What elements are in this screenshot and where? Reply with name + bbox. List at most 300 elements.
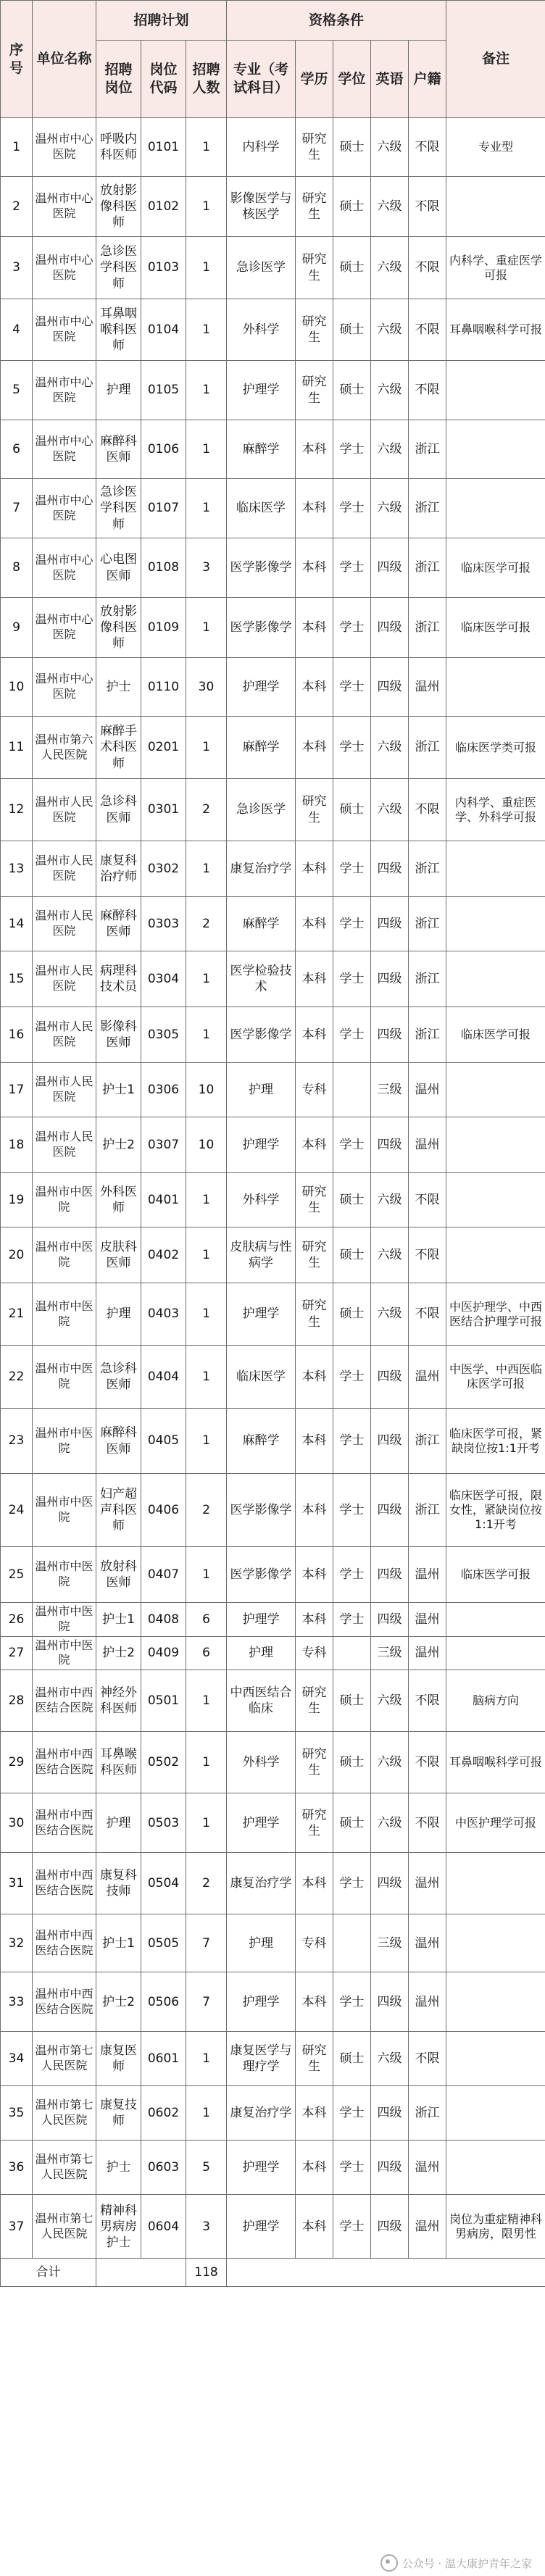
cell-degree: 学士	[333, 2195, 371, 2259]
table-row	[1, 2141, 545, 2195]
cell-hukou: 温州	[409, 1117, 446, 1173]
table-header	[1, 1, 545, 118]
cell-english: 四级	[371, 1603, 409, 1637]
cell-unit: 温州市中心医院	[33, 361, 96, 420]
cell-unit: 温州市中西医结合医院	[33, 1670, 96, 1732]
cell-major: 护理	[227, 1914, 296, 1972]
cell-post: 护士1	[96, 1603, 141, 1637]
cell-major: 医学影像学	[227, 1547, 296, 1603]
cell-degree: 硕士	[333, 1732, 371, 1793]
cell-edu: 本科	[296, 951, 333, 1007]
cell-note	[446, 1972, 545, 2032]
cell-english: 六级	[371, 779, 409, 841]
cell-english: 六级	[371, 1793, 409, 1853]
cell-major: 护理学	[227, 1972, 296, 2032]
cell-hukou: 浙江	[409, 420, 446, 479]
cell-count: 3	[186, 538, 227, 598]
table-row	[1, 1409, 545, 1474]
watermark	[380, 2554, 532, 2572]
cell-unit: 温州市中心医院	[33, 118, 96, 177]
cell-edu: 本科	[296, 1853, 333, 1914]
cell-english: 六级	[371, 361, 409, 420]
table-row	[1, 479, 545, 538]
cell-english: 四级	[371, 841, 409, 897]
cell-hukou: 温州	[409, 658, 446, 717]
cell-count: 1	[186, 1793, 227, 1853]
cell-post: 护士2	[96, 1636, 141, 1670]
cell-code: 0506	[141, 1972, 186, 2032]
cell-english: 四级	[371, 1547, 409, 1603]
cell-code: 0402	[141, 1227, 186, 1283]
table-row	[1, 1007, 545, 1063]
cell-note	[446, 479, 545, 538]
table-row	[1, 1853, 545, 1914]
cell-post: 急诊科医师	[96, 779, 141, 841]
cell-degree: 学士	[333, 1117, 371, 1173]
table-row	[1, 1636, 545, 1670]
cell-major: 护理学	[227, 2195, 296, 2259]
cell-note: 耳鼻咽喉科学可报	[446, 299, 545, 361]
cell-seq: 16	[1, 1007, 33, 1063]
cell-count: 2	[186, 1474, 227, 1547]
cell-seq: 22	[1, 1346, 33, 1409]
cell-seq: 37	[1, 2195, 33, 2259]
cell-post: 精神科男病房护士	[96, 2195, 141, 2259]
cell-note: 临床医学可报	[446, 538, 545, 598]
cell-degree	[333, 1636, 371, 1670]
cell-edu: 专科	[296, 1063, 333, 1117]
cell-unit: 温州市中医院	[33, 1173, 96, 1227]
cell-unit: 温州市第七人民医院	[33, 2032, 96, 2086]
cell-english: 六级	[371, 1173, 409, 1227]
cell-edu: 研究生	[296, 1793, 333, 1853]
cell-major: 急诊医学	[227, 237, 296, 299]
cell-major: 护理学	[227, 1793, 296, 1853]
cell-count: 2	[186, 779, 227, 841]
cell-seq: 9	[1, 598, 33, 658]
cell-english: 四级	[371, 2195, 409, 2259]
cell-edu: 专科	[296, 1636, 333, 1670]
cell-seq: 34	[1, 2032, 33, 2086]
table-row	[1, 1474, 545, 1547]
cell-code: 0504	[141, 1853, 186, 1914]
cell-degree: 硕士	[333, 2032, 371, 2086]
cell-note	[446, 951, 545, 1007]
cell-post: 耳鼻喉科医师	[96, 1732, 141, 1793]
cell-edu: 专科	[296, 1914, 333, 1972]
cell-hukou: 不限	[409, 118, 446, 177]
cell-edu: 研究生	[296, 779, 333, 841]
cell-unit: 温州市中医院	[33, 1603, 96, 1637]
cell-note: 临床医学可报，限女性，紧缺岗位按1:1开考	[446, 1474, 545, 1547]
cell-code: 0103	[141, 237, 186, 299]
cell-unit: 温州市中医院	[33, 1547, 96, 1603]
cell-code: 0108	[141, 538, 186, 598]
table-row	[1, 420, 545, 479]
cell-note	[446, 841, 545, 897]
cell-unit: 温州市中心医院	[33, 538, 96, 598]
cell-post: 放射影像科医师	[96, 598, 141, 658]
cell-hukou: 温州	[409, 1547, 446, 1603]
cell-post: 麻醉科医师	[96, 1409, 141, 1474]
cell-unit: 温州市中西医结合医院	[33, 1853, 96, 1914]
cell-count: 3	[186, 2195, 227, 2259]
cell-count: 1	[186, 951, 227, 1007]
cell-code: 0102	[141, 177, 186, 237]
cell-major: 急诊医学	[227, 779, 296, 841]
table-row	[1, 779, 545, 841]
cell-hukou: 浙江	[409, 2086, 446, 2141]
cell-note: 内科学、重症医学可报	[446, 237, 545, 299]
cell-unit: 温州市中心医院	[33, 420, 96, 479]
cell-major: 护理	[227, 1063, 296, 1117]
cell-seq: 26	[1, 1603, 33, 1637]
cell-hukou: 不限	[409, 177, 446, 237]
cell-english: 六级	[371, 420, 409, 479]
cell-seq: 17	[1, 1063, 33, 1117]
cell-major: 麻醉学	[227, 1409, 296, 1474]
cell-note: 专业型	[446, 118, 545, 177]
table-row	[1, 177, 545, 237]
cell-post: 护理	[96, 1283, 141, 1346]
cell-seq: 15	[1, 951, 33, 1007]
cell-count: 1	[186, 1007, 227, 1063]
cell-unit: 温州市人民医院	[33, 1117, 96, 1173]
cell-seq: 36	[1, 2141, 33, 2195]
cell-note	[446, 1117, 545, 1173]
cell-major: 护理学	[227, 361, 296, 420]
cell-edu: 研究生	[296, 1732, 333, 1793]
cell-english: 六级	[371, 1670, 409, 1732]
cell-hukou: 温州	[409, 1853, 446, 1914]
cell-degree: 硕士	[333, 1173, 371, 1227]
cell-code: 0602	[141, 2086, 186, 2141]
cell-count: 1	[186, 118, 227, 177]
cell-edu: 研究生	[296, 1670, 333, 1732]
cell-edu: 本科	[296, 897, 333, 951]
cell-english: 三级	[371, 1636, 409, 1670]
cell-note	[446, 2141, 545, 2195]
cell-note	[446, 1636, 545, 1670]
cell-seq: 12	[1, 779, 33, 841]
cell-note	[446, 2086, 545, 2141]
cell-count: 1	[186, 1409, 227, 1474]
header-english: 英语	[371, 41, 409, 118]
cell-unit: 温州市中西医结合医院	[33, 1972, 96, 2032]
cell-degree	[333, 1063, 371, 1117]
cell-code: 0405	[141, 1409, 186, 1474]
table-row	[1, 1173, 545, 1227]
table-row	[1, 361, 545, 420]
cell-unit: 温州市中心医院	[33, 299, 96, 361]
cell-hukou: 浙江	[409, 717, 446, 779]
cell-edu: 研究生	[296, 237, 333, 299]
table-row	[1, 538, 545, 598]
cell-count: 1	[186, 717, 227, 779]
cell-count: 1	[186, 1173, 227, 1227]
cell-code: 0305	[141, 1007, 186, 1063]
cell-unit: 温州市中医院	[33, 1346, 96, 1409]
cell-count: 1	[186, 1227, 227, 1283]
cell-english: 四级	[371, 897, 409, 951]
cell-note	[446, 1173, 545, 1227]
cell-edu: 本科	[296, 1603, 333, 1637]
cell-note: 内科学、重症医学、外科学可报	[446, 779, 545, 841]
cell-note	[446, 177, 545, 237]
cell-hukou: 浙江	[409, 951, 446, 1007]
table-row	[1, 1972, 545, 2032]
cell-degree: 硕士	[333, 1670, 371, 1732]
table-row	[1, 1793, 545, 1853]
cell-major: 中西医结合临床	[227, 1670, 296, 1732]
cell-degree: 硕士	[333, 361, 371, 420]
header-post: 招聘岗位	[96, 41, 141, 118]
table-row	[1, 2195, 545, 2259]
cell-unit: 温州市人民医院	[33, 951, 96, 1007]
cell-degree: 学士	[333, 1007, 371, 1063]
cell-code: 0505	[141, 1914, 186, 1972]
cell-english: 四级	[371, 1853, 409, 1914]
cell-degree: 学士	[333, 479, 371, 538]
cell-degree: 学士	[333, 951, 371, 1007]
cell-hukou: 不限	[409, 1670, 446, 1732]
cell-degree: 学士	[333, 717, 371, 779]
cell-post: 护士2	[96, 1972, 141, 2032]
cell-hukou: 温州	[409, 1636, 446, 1670]
cell-note: 临床医学可报	[446, 598, 545, 658]
cell-hukou: 温州	[409, 1063, 446, 1117]
cell-code: 0601	[141, 2032, 186, 2086]
cell-note: 耳鼻咽喉科学可报	[446, 1732, 545, 1793]
cell-count: 1	[186, 177, 227, 237]
cell-major: 医学影像学	[227, 538, 296, 598]
cell-hukou: 浙江	[409, 1409, 446, 1474]
cell-hukou: 不限	[409, 1283, 446, 1346]
cell-major: 麻醉学	[227, 897, 296, 951]
cell-major: 外科学	[227, 1173, 296, 1227]
total-empty-right	[227, 2259, 545, 2287]
cell-post: 急诊科医师	[96, 1346, 141, 1409]
cell-unit: 温州市中医院	[33, 1283, 96, 1346]
cell-major: 康复医学与理疗学	[227, 2032, 296, 2086]
cell-code: 0604	[141, 2195, 186, 2259]
cell-count: 1	[186, 479, 227, 538]
cell-edu: 研究生	[296, 177, 333, 237]
cell-code: 0501	[141, 1670, 186, 1732]
cell-hukou: 浙江	[409, 841, 446, 897]
cell-hukou: 不限	[409, 1227, 446, 1283]
cell-hukou: 不限	[409, 1793, 446, 1853]
cell-post: 神经外科医师	[96, 1670, 141, 1732]
cell-seq: 30	[1, 1793, 33, 1853]
cell-code: 0603	[141, 2141, 186, 2195]
cell-post: 麻醉科医师	[96, 420, 141, 479]
cell-unit: 温州市第七人民医院	[33, 2195, 96, 2259]
cell-degree: 硕士	[333, 1227, 371, 1283]
cell-seq: 10	[1, 658, 33, 717]
cell-english: 四级	[371, 2141, 409, 2195]
watermark-text: 公众号 · 温大康护青年之家	[402, 2556, 532, 2570]
cell-hukou: 不限	[409, 237, 446, 299]
cell-unit: 温州市人民医院	[33, 779, 96, 841]
cell-post: 妇产超声科医师	[96, 1474, 141, 1547]
cell-count: 1	[186, 1283, 227, 1346]
cell-seq: 8	[1, 538, 33, 598]
cell-hukou: 浙江	[409, 897, 446, 951]
cell-degree: 学士	[333, 897, 371, 951]
cell-post: 麻醉科医师	[96, 897, 141, 951]
cell-english: 四级	[371, 658, 409, 717]
cell-degree: 学士	[333, 1547, 371, 1603]
cell-unit: 温州市中心医院	[33, 177, 96, 237]
cell-seq: 21	[1, 1283, 33, 1346]
cell-english: 六级	[371, 1227, 409, 1283]
cell-hukou: 浙江	[409, 1474, 446, 1547]
cell-degree: 硕士	[333, 779, 371, 841]
table-row	[1, 717, 545, 779]
cell-post: 护士1	[96, 1063, 141, 1117]
cell-edu: 本科	[296, 1972, 333, 2032]
total-row	[1, 2259, 545, 2287]
cell-unit: 温州市人民医院	[33, 1007, 96, 1063]
cell-degree: 硕士	[333, 177, 371, 237]
cell-post: 急诊医学科医师	[96, 479, 141, 538]
cell-degree: 学士	[333, 420, 371, 479]
cell-english: 四级	[371, 1972, 409, 2032]
cell-edu: 本科	[296, 420, 333, 479]
cell-note	[446, 1227, 545, 1283]
header-count: 招聘人数	[186, 41, 227, 118]
cell-code: 0104	[141, 299, 186, 361]
cell-edu: 本科	[296, 1346, 333, 1409]
cell-english: 六级	[371, 479, 409, 538]
table-row	[1, 1346, 545, 1409]
cell-unit: 温州市第六人民医院	[33, 717, 96, 779]
cell-english: 六级	[371, 2032, 409, 2086]
cell-degree: 硕士	[333, 299, 371, 361]
cell-degree: 学士	[333, 538, 371, 598]
cell-code: 0502	[141, 1732, 186, 1793]
table-row	[1, 658, 545, 717]
cell-edu: 本科	[296, 841, 333, 897]
table-row	[1, 1283, 545, 1346]
cell-edu: 本科	[296, 1117, 333, 1173]
cell-note	[446, 1063, 545, 1117]
cell-seq: 33	[1, 1972, 33, 2032]
cell-edu: 本科	[296, 598, 333, 658]
cell-note	[446, 1914, 545, 1972]
cell-post: 护士	[96, 658, 141, 717]
cell-major: 内科学	[227, 118, 296, 177]
cell-major: 医学检验技术	[227, 951, 296, 1007]
cell-seq: 24	[1, 1474, 33, 1547]
cell-unit: 温州市中西医结合医院	[33, 1732, 96, 1793]
cell-count: 1	[186, 237, 227, 299]
header-unit: 单位名称	[33, 1, 96, 118]
cell-note	[446, 420, 545, 479]
cell-degree: 学士	[333, 1346, 371, 1409]
cell-degree: 学士	[333, 1474, 371, 1547]
cell-note: 临床医学可报，紧缺岗位按1:1开考	[446, 1409, 545, 1474]
cell-edu: 本科	[296, 1547, 333, 1603]
cell-count: 1	[186, 1670, 227, 1732]
cell-code: 0404	[141, 1346, 186, 1409]
cell-seq: 6	[1, 420, 33, 479]
cell-seq: 7	[1, 479, 33, 538]
cell-unit: 温州市中西医结合医院	[33, 1914, 96, 1972]
cell-hukou: 不限	[409, 1173, 446, 1227]
cell-count: 1	[186, 2032, 227, 2086]
cell-code: 0408	[141, 1603, 186, 1637]
cell-note: 中医护理学、中西医结合护理学可报	[446, 1283, 545, 1346]
cell-degree: 学士	[333, 1603, 371, 1637]
cell-hukou: 温州	[409, 1914, 446, 1972]
cell-note: 脑病方向	[446, 1670, 545, 1732]
cell-major: 医学影像学	[227, 598, 296, 658]
table-row	[1, 1732, 545, 1793]
cell-degree: 学士	[333, 658, 371, 717]
cell-degree: 学士	[333, 2141, 371, 2195]
cell-code: 0105	[141, 361, 186, 420]
cell-seq: 19	[1, 1173, 33, 1227]
cell-degree: 硕士	[333, 118, 371, 177]
cell-edu: 本科	[296, 479, 333, 538]
cell-major: 康复治疗学	[227, 2086, 296, 2141]
cell-count: 30	[186, 658, 227, 717]
cell-post: 护士1	[96, 1914, 141, 1972]
cell-unit: 温州市中医院	[33, 1474, 96, 1547]
cell-major: 护理学	[227, 658, 296, 717]
cell-degree: 学士	[333, 598, 371, 658]
table-row	[1, 2032, 545, 2086]
cell-seq: 1	[1, 118, 33, 177]
cell-degree: 硕士	[333, 237, 371, 299]
cell-count: 7	[186, 1914, 227, 1972]
cell-english: 四级	[371, 1346, 409, 1409]
cell-post: 病理科技术员	[96, 951, 141, 1007]
cell-hukou: 温州	[409, 2195, 446, 2259]
cell-note: 中医学、中西医临床医学可报	[446, 1346, 545, 1409]
cell-post: 心电图医师	[96, 538, 141, 598]
cell-post: 护士2	[96, 1117, 141, 1173]
cell-post: 护理	[96, 361, 141, 420]
table-row	[1, 237, 545, 299]
cell-post: 康复科治疗师	[96, 841, 141, 897]
cell-english: 六级	[371, 118, 409, 177]
cell-degree: 学士	[333, 2086, 371, 2141]
cell-english: 四级	[371, 951, 409, 1007]
header-seq: 序号	[1, 1, 33, 118]
cell-major: 皮肤病与性病学	[227, 1227, 296, 1283]
cell-count: 2	[186, 897, 227, 951]
cell-code: 0403	[141, 1283, 186, 1346]
cell-unit: 温州市人民医院	[33, 841, 96, 897]
cell-code: 0304	[141, 951, 186, 1007]
table-row	[1, 841, 545, 897]
cell-post: 呼吸内科医师	[96, 118, 141, 177]
cell-code: 0401	[141, 1173, 186, 1227]
cell-note: 临床医学可报	[446, 1547, 545, 1603]
cell-post: 影像科医师	[96, 1007, 141, 1063]
cell-edu: 本科	[296, 1409, 333, 1474]
cell-english: 三级	[371, 1914, 409, 1972]
header-degree: 学位	[333, 41, 371, 118]
cell-code: 0407	[141, 1547, 186, 1603]
cell-edu: 研究生	[296, 118, 333, 177]
cell-note	[446, 2032, 545, 2086]
cell-post: 放射影像科医师	[96, 177, 141, 237]
table-row	[1, 1117, 545, 1173]
